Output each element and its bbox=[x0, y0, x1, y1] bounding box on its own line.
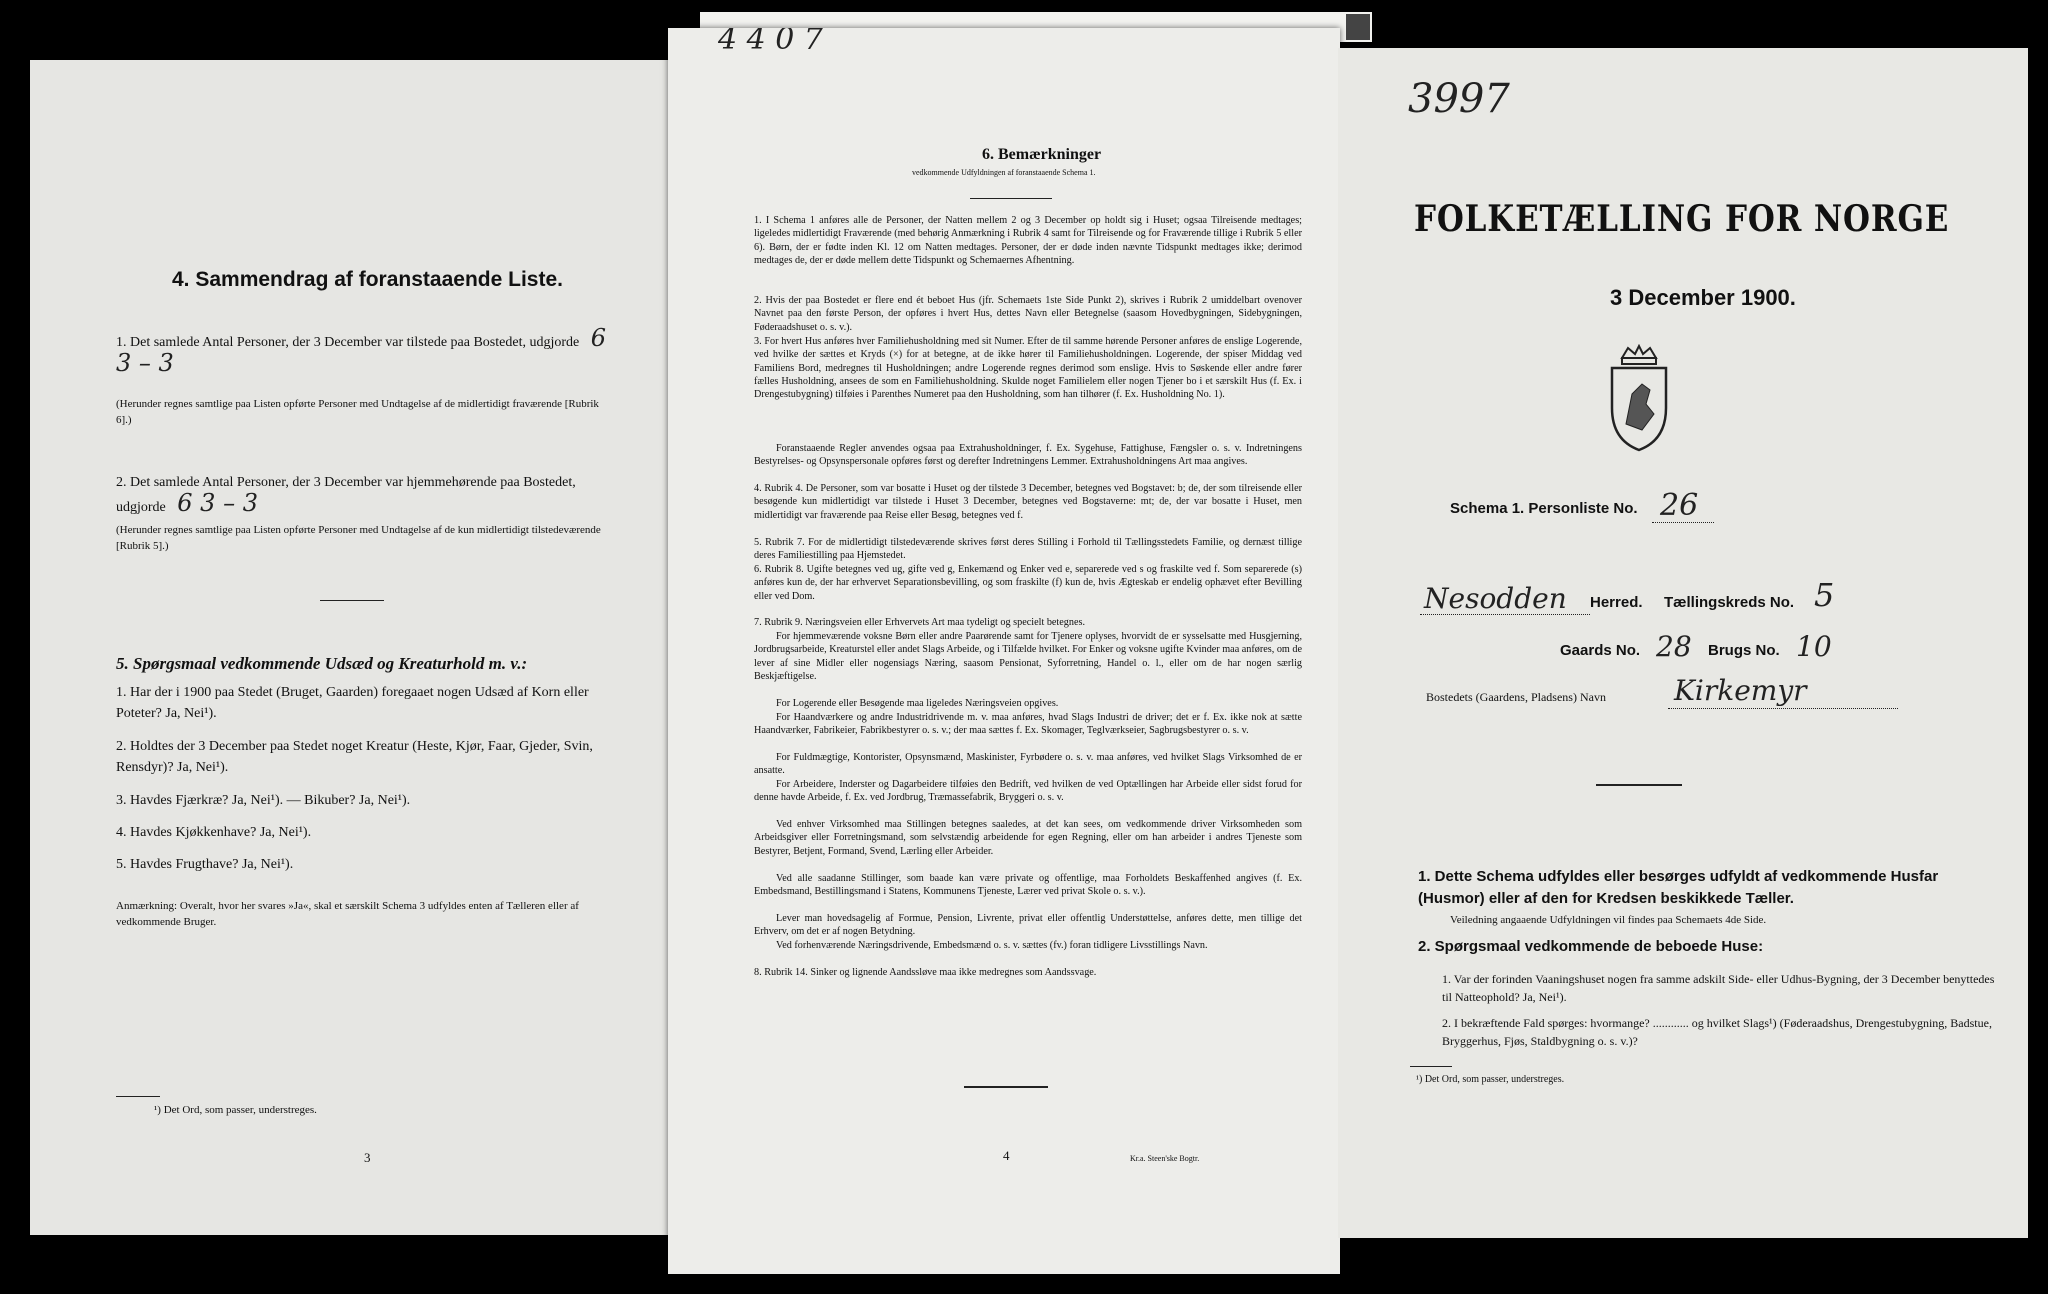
question-1: 1. Har der i 1900 paa Stedet (Bruget, Gaarden) foregaaet nogen Udsæd af Korn eller Poteter? Ja, Nei¹). bbox=[116, 685, 589, 721]
paper-clip bbox=[1346, 14, 1370, 40]
document-title: FOLKETÆLLING FOR NORGE bbox=[1414, 198, 1950, 240]
house-question-1: 1. Var der forinden Vaaningshuset nogen fra samme adskilt Side- eller Udhus-Bygning, der 3 December benyttedes til Natteophold? Ja, Nei¹). bbox=[1442, 972, 1995, 1004]
footnote: ¹) Det Ord, som passer, understreges. bbox=[154, 1104, 317, 1116]
remark-item: 6. Rubrik 8. Ugifte betegnes ved ug, gifte ved g, Enkemænd og Enker ved e, separerede ved s og fraskilte ved f. Som separerede (s) anføres kun de, der har erhvervet Separationsbevilling, og som fraskilte (f) kun de, hvis Ægteskab er endelig ophævet efter Bevilling eller ved Dom. bbox=[754, 564, 1302, 602]
schema-number: 26 bbox=[1660, 488, 1699, 523]
remark-item: 1. I Schema 1 anføres alle de Personer, der Natten mellem 2 og 3 December op holdt sig i Huset; ogsaa Tilreisende medtages; ligeledes midlertidigt Fraværende (med behørig Anmærkning i Rubrik 4 samt for Tilreisende og for Fraværende tillige i Rubrik 5 eller 6). Børn, der er fødte inden Kl. 12 om Natten medtages. Personer, der er døde inden nævnte Tidspunkt medtages ikke; derimod medtages de, der er døde mellem dette Tidspunkt og Schemaernes Afhentning. bbox=[754, 215, 1302, 267]
remark-item: 8. Rubrik 14. Sinker og lignende Aandssløve maa ikke medregnes som Aandssvage. bbox=[754, 967, 1097, 978]
schema-line bbox=[1652, 522, 1714, 523]
remark-item: 5. Rubrik 7. For de midlertidigt tilstedeværende skrives først deres Stilling i Forhold til Tællingsstedets Familie, og dernæst tillige deres Familiestilling paa Hjemstedet. bbox=[754, 537, 1302, 562]
remark-item: 3. For hvert Hus anføres hver Familiehusholdning med sit Numer. Efter de til samme hørende Personer anføres de enslige Logerende, ved hvilke der sættes et Kryds (×) for at betegne, at de ikke hører til Familiehusholdningen. Logerende, der spiser Middag ved Familiens Bord, medregnes til Husholdningen; andre Logerende regnes derimod som enslige. Hvis to Søskende eller andre fører fælles Husholdning, ansees de som en Familiehusholdning. Skulde noget Familielem eller nogen Tjener bo i et særskilt Hus (f. Ex. i Drengestubygning) tilføies i Parenthes Numeret paa den Husholdning, som han tilhører (f. Ex. Husholdning No. 1). bbox=[754, 336, 1302, 401]
middle-page bbox=[668, 28, 1340, 1274]
bosted-handwriting: Kirkemyr bbox=[1674, 674, 1807, 707]
remark-item: 2. Hvis der paa Bostedet er flere end ét beboet Hus (jfr. Schemaets 1ste Side Punkt 2), skrives i Rubrik 2 umiddelbart ovenover Navnet paa den første Person, der opføres i hvert Hus, dettes Navn eller Betegnelse (saasom Hovedbygningen, Sidebygningen, Føderaadshuset o. s. v.). bbox=[754, 295, 1302, 333]
end-rule bbox=[964, 1086, 1048, 1088]
summary-item-2-text: 2. Det samlede Antal Personer, der 3 December var hjemmehørende paa Bostedet, udgjorde bbox=[116, 475, 576, 515]
remark-item: Lever man hovedsagelig af Formue, Pension, Livrente, privat eller offentlig Understøttelse, anføres dette, men tillige det Erhverv, om det er af nogen Betydning. bbox=[754, 913, 1302, 938]
title-rule bbox=[970, 198, 1052, 199]
remark-item: For Logerende eller Besøgende maa ligeledes Næringsveien opgives. bbox=[776, 698, 1059, 709]
summary-item-1 bbox=[116, 324, 616, 378]
left-page bbox=[30, 60, 670, 1235]
brugs-number: 10 bbox=[1796, 630, 1832, 663]
instruction-1-sub: Veiledning angaaende Udfyldningen vil findes paa Schemaets 4de Side. bbox=[1450, 914, 1767, 926]
brugs-label: Brugs No. bbox=[1708, 642, 1780, 659]
footnote-rule bbox=[116, 1096, 160, 1097]
house-question-2: 2. I bekræftende Fald spørges: hvormange? ............ og hvilket Slags¹) (Føderaadshus, Drengestubygning, Badstue, Bryggerhus, Fjøs, Staldbygning o. s. v.)? bbox=[1442, 1016, 1992, 1048]
remark: Anmærkning: Overalt, hvor her svares »Ja«, skal et særskilt Schema 3 udfyldes enten af Tælleren eller af vedkommende Bruger. bbox=[116, 900, 579, 928]
instruction-2: 2. Spørgsmaal vedkommende de beboede Huse: bbox=[1418, 938, 1764, 955]
footnote: ¹) Det Ord, som passer, understreges. bbox=[1416, 1074, 1565, 1085]
gaards-number: 28 bbox=[1656, 630, 1692, 663]
question-3: 3. Havdes Fjærkræ? Ja, Nei¹). — Bikuber? Ja, Nei¹). bbox=[116, 793, 411, 808]
herred-handwriting: Nesodden bbox=[1424, 582, 1567, 615]
schema-label: Schema 1. Personliste No. bbox=[1450, 500, 1638, 517]
gaards-label: Gaards No. bbox=[1560, 642, 1641, 659]
bosted-label: Bostedets (Gaardens, Pladsens) Navn bbox=[1426, 690, 1606, 704]
remark-item: 7. Rubrik 9. Næringsveien eller Erhvervets Art maa tydeligt og specielt betegnes. bbox=[754, 617, 1086, 628]
remark-item: Ved enhver Virksomhed maa Stillingen betegnes saaledes, at det kan sees, om vedkommende driver Virksomheden som Arbeidsgiver eller Forretningsmand, som selvstændig arbeidende for egen Regning, eller om han arbeider i andres Tjeneste som Bestyrer, Betjent, Formand, Svend, Lærling eller Arbeider. bbox=[754, 819, 1302, 857]
summary-item-2-handwriting: 6 3 – 3 bbox=[177, 489, 258, 517]
divider bbox=[320, 600, 384, 601]
question-5: 5. Havdes Frugthave? Ja, Nei¹). bbox=[116, 857, 294, 872]
remark-item: For Fuldmægtige, Kontorister, Opsynsmænd, Maskinister, Fyrbødere o. s. v. maa anføres, ved hvilket Slags Virksomhed de er ansatte. bbox=[754, 752, 1302, 777]
page-number: 4 bbox=[1003, 1148, 1010, 1163]
remark-item: For Arbeidere, Inderster og Dagarbeidere tilføies den Bedrift, ved hvilken de ved Optællingen har Arbeide eller sidst forud for denne havde Arbeide, f. Ex. ved Jordbrug, Træmassefabrik, Bryggeri o. s. v. bbox=[754, 779, 1302, 804]
instruction-1: 1. Dette Schema udfyldes eller besørges udfyldt af vedkommende Husfar (Husmor) eller af den for Kredsen beskikkede Tæller. bbox=[1418, 868, 1939, 907]
summary-item-2 bbox=[116, 472, 616, 518]
question-4: 4. Havdes Kjøkkenhave? Ja, Nei¹). bbox=[116, 825, 312, 840]
remarks-title: 6. Bemærkninger bbox=[982, 146, 1102, 163]
remark-item: Ved forhenværende Næringsdrivende, Embedsmænd o. s. v. sættes (fv.) foran tidligere Livsstillings Navn. bbox=[776, 940, 1208, 951]
bosted-line bbox=[1668, 708, 1898, 709]
remarks-subtitle: vedkommende Udfyldningen af foranstaaende Schema 1. bbox=[912, 168, 1096, 177]
remark-item: Foranstaaende Regler anvendes ogsaa paa Extrahusholdninger, f. Ex. Sygehuse, Fattighuse, Fængsler o. s. v. Indretningens Bestyrelses- og Opsynspersonale opføres først og derefter Indretningens Lemmer. Extrahusholdningens Art maa angives. bbox=[754, 443, 1302, 468]
kreds-label: Tællingskreds No. bbox=[1664, 594, 1795, 611]
remark-item: Ved alle saadanne Stillinger, som baade kan være private og offentlige, maa Forholdets Beskaffenhed angives (f. Ex. Embedsmand, Bestillingsmand i Statens, Kommunens Tjeneste, Lærer ved privat Skole o. s. v.). bbox=[754, 873, 1302, 898]
archive-number: 3997 bbox=[1408, 76, 1510, 122]
remark-item: For Haandværkere og andre Industridrivende m. v. maa anføres, hvad Slags Industri de driver; det er f. Ex. ikke nok at sætte Haandværker, Fabrikeier, Fabrikbestyrer o. s. v.; der maa sættes f. Ex. Skomager, Teglværkseier, Sagbrugsbestyrer o. s. v. bbox=[754, 712, 1302, 737]
page-number: 3 bbox=[364, 1150, 371, 1165]
herred-line bbox=[1420, 614, 1590, 615]
question-2: 2. Holdtes der 3 December paa Stedet noget Kreatur (Heste, Kjør, Faar, Gjeder, Svin, Rensdyr)? Ja, Nei¹). bbox=[116, 739, 593, 775]
remark-item: 4. Rubrik 4. De Personer, som var bosatte i Huset og der tilstede 3 December, betegnes ved Bogstavet: b; de, der som tilreisende eller besøgende kun midlertidigt var tilstede i Huset 3 December, betegnes ved Bogstaverne: mt; de, der var bosatte i Huset, men midlertidigt var fraværende paa Reise eller Besøg, betegnes ved f. bbox=[754, 483, 1302, 521]
summary-item-1-handwriting: 6 3 – 3 bbox=[116, 324, 607, 377]
census-date: 3 December 1900. bbox=[1610, 285, 1796, 310]
kreds-number: 5 bbox=[1814, 576, 1835, 614]
ornament-rule bbox=[1596, 784, 1682, 786]
section4-title: 4. Sammendrag af foranstaaende Liste. bbox=[172, 268, 563, 291]
printer-mark: Kr.a. Steen'ske Bogtr. bbox=[1130, 1154, 1200, 1163]
right-page bbox=[1338, 48, 2028, 1238]
summary-item-1-note: (Herunder regnes samtlige paa Listen opførte Personer med Undtagelse af de midlertidigt fraværende [Rubrik 6].) bbox=[116, 398, 599, 426]
herred-label: Herred. bbox=[1590, 594, 1643, 611]
section5-title: 5. Spørgsmaal vedkommende Udsæd og Kreaturhold m. v.: bbox=[116, 654, 528, 673]
remark-item: For hjemmeværende voksne Børn eller andre Paarørende samt for Tjenere oplyses, hvorvidt de er sysselsatte med Husgjerning, Jordbrugsarbeide, Kreaturstel eller andet Slags Arbeide, og i Tilfælde hvilket. For Enker og voksne ugifte Kvinder maa anføres, om de lever af sine Midler eller nogensiags Næring, saasom Pensionat, Syforretning, Handel o. l., eller om de har nogen særlig Beskjæftigelse. bbox=[754, 631, 1303, 683]
summary-item-1-text: 1. Det samlede Antal Personer, der 3 December var tilstede paa Bostedet, udgjorde bbox=[116, 335, 580, 350]
coat-of-arms-icon bbox=[1602, 344, 1676, 454]
top-handwriting: 4 4 0 7 bbox=[718, 28, 823, 57]
footnote-rule bbox=[1410, 1066, 1452, 1067]
summary-item-2-note: (Herunder regnes samtlige paa Listen opførte Personer med Undtagelse af de kun midlertidigt tilstedeværende [Rubrik 5].) bbox=[116, 524, 601, 552]
